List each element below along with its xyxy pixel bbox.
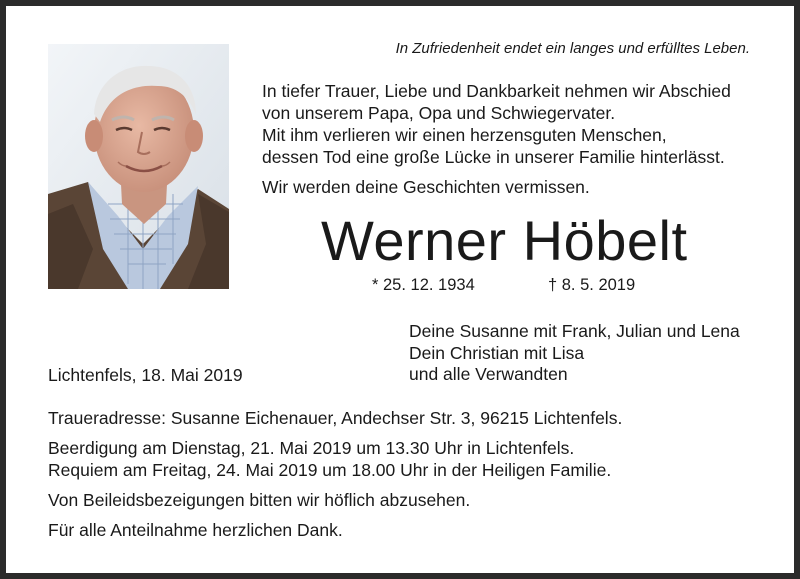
motto-line: In Zufriedenheit endet ein langes und erfülltes Leben.	[395, 40, 750, 57]
family-line: und alle Verwandten	[409, 364, 568, 384]
mourning-address: Traueradresse: Susanne Eichenauer, Andechser Str. 3, 96215 Lichtenfels.	[48, 408, 623, 428]
place-date: Lichtenfels, 18. Mai 2019	[48, 365, 243, 385]
memory-line: Wir werden deine Geschichten vermissen.	[262, 177, 590, 197]
intro-line: dessen Tod eine große Lücke in unserer Familie hinterlässt.	[262, 147, 725, 167]
condolence-note: Von Beileidsbezeigungen bitten wir höflich abzusehen.	[48, 490, 471, 510]
intro-text	[262, 80, 762, 168]
intro-line: Mit ihm verlieren wir einen herzensguten Menschen,	[262, 125, 667, 145]
family-line: Dein Christian mit Lisa	[409, 342, 585, 363]
death-date: † 8. 5. 2019	[548, 276, 636, 294]
family-signatures	[409, 321, 740, 386]
family-line: Deine Susanne mit Frank, Julian und Lena	[409, 321, 740, 341]
portrait-illustration	[48, 44, 229, 289]
portrait-photo	[48, 44, 229, 289]
birth-date: * 25. 12. 1934	[372, 276, 475, 294]
intro-line: In tiefer Trauer, Liebe und Dankbarkeit nehmen wir Abschied	[262, 81, 731, 101]
intro-line: von unserem Papa, Opa und Schwiegervater.	[262, 103, 616, 123]
funeral-info: Beerdigung am Dienstag, 21. Mai 2019 um 13.30 Uhr in Lichtenfels.	[48, 438, 575, 458]
requiem-info: Requiem am Freitag, 24. Mai 2019 um 18.00 Uhr in der Heiligen Familie.	[48, 460, 612, 480]
deceased-name: Werner Höbelt	[321, 209, 688, 272]
notice-details	[48, 407, 768, 541]
thanks-line: Für alle Anteilnahme herzlichen Dank.	[48, 520, 343, 540]
